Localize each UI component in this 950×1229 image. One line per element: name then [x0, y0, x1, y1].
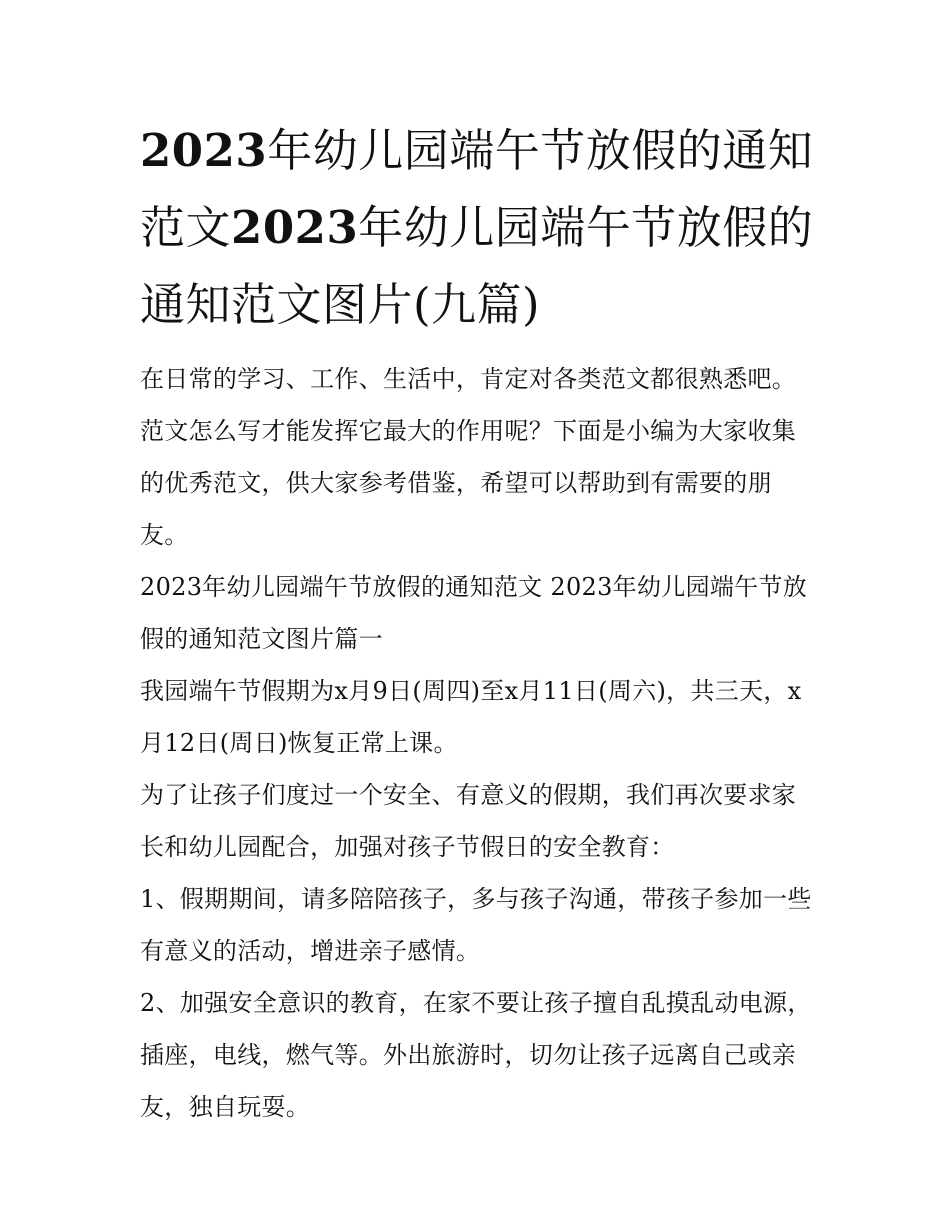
- list-item: 2、加强安全意识的教育，在家不要让孩子擅自乱摸乱动电源，插座，电线，燃气等。外出旅游时，切勿让孩子远离自己或亲友，独自玩耍。: [140, 989, 812, 1121]
- title-text: 年幼儿园端午节放假的通知范文: [140, 124, 814, 254]
- document-title: [140, 112, 820, 343]
- intro-paragraph: 在日常的学习、工作、生活中，肯定对各类范文都很熟悉吧。范文怎么写才能发挥它最大的作用呢？下面是小编为大家收集的优秀范文，供大家参考借鉴，希望可以帮助到有需要的朋友。: [140, 365, 797, 549]
- holiday-schedule-paragraph: 我园端午节假期为x月9日(周四)至x月11日(周六)，共三天，x月12日(周日)恢复正常上课。: [140, 677, 802, 757]
- title-text: 年幼儿园端午节放假的通知范文图片(九篇): [140, 201, 814, 331]
- section-heading: 2023年幼儿园端午节放假的通知范文 2023年幼儿园端午节放假的通知范文图片篇一: [140, 573, 808, 653]
- title-year: 2023: [231, 201, 359, 254]
- list-item: 1、假期期间，请多陪陪孩子，多与孩子沟通，带孩子参加一些有意义的活动，增进亲子感情。: [140, 885, 812, 965]
- title-year: 2023: [140, 124, 268, 177]
- safety-request-paragraph: 为了让孩子们度过一个安全、有意义的假期，我们再次要求家长和幼儿园配合，加强对孩子节假日的安全教育：: [140, 781, 797, 861]
- document-page: [140, 112, 820, 1133]
